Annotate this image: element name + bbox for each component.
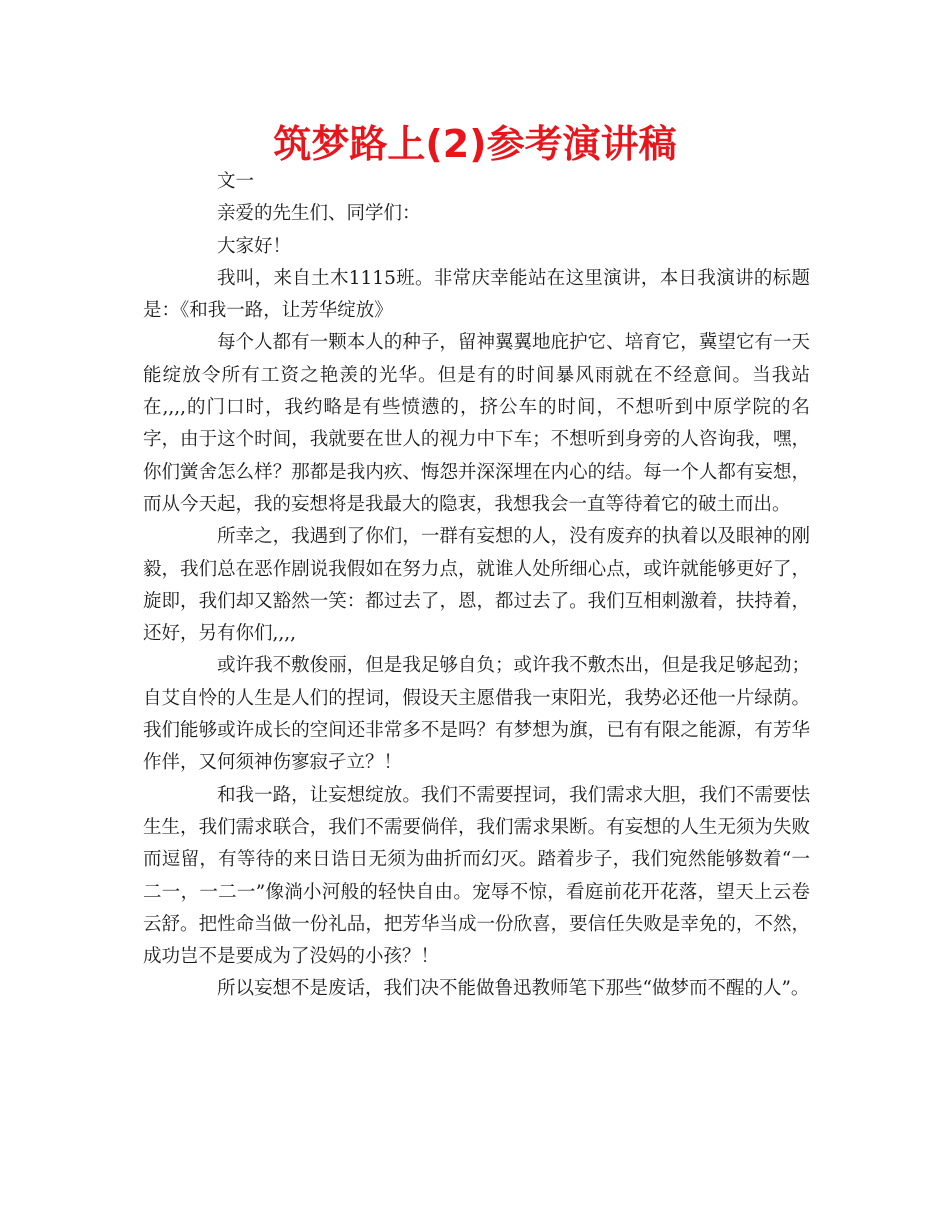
paragraph-body: 所幸之，我遇到了你们，一群有妄想的人，没有废弃的执着以及眼神的刚毅，我们总在恶作剧说我假如在努力点，就谁人处所细心点，或许就能够更好了，旋即，我们却又豁然一笑：都过去了，恩，都过去了。我们互相刺激着，扶持着，还好，另有你们,,,, (143, 526, 810, 645)
paragraph-body: 每个人都有一颗本人的种子，留神翼翼地庇护它、培育它，冀望它有一天能绽放令所有工资之艳羡的光华。但是有的时间暴风雨就在不经意间。当我站在,,,,的门口时，我约略是有些愤懑的，挤公车的时间，不想听到中原学院的名字，由于这个时间，我就要在世人的视力中下车；不想听到身旁的人咨询我，嘿，你们黉舍怎么样？那都是我内疚、悔怨并深深埋在内心的结。每一个人都有妄想，而从今天起，我的妄想将是我最大的隐衷，我想我会一直等待着它的破土而出。 (143, 332, 810, 515)
paragraph-section-label: 文一 (217, 171, 255, 192)
paragraph-greeting: 大家好！ (217, 235, 292, 257)
paragraph-body: 和我一路，让妄想绽放。我们不需要捏词，我们需求大胆，我们不需要怯生生，我们需求联合，我们不需要倘佯，我们需求果断。有妄想的人生无须为失败而逗留，有等待的来日诰日无须为曲折而幻灭。踏着步子，我们宛然能够数着“一二一，一二一”像淌小河般的轻快自由。宠辱不惊，看庭前花开花落，望天上云卷云舒。把性命当做一份礼品，把芳华当成一份欣喜，要信任失败是幸免的，不然，成功岂不是要成为了没妈的小孩？！ (143, 784, 810, 968)
document-body (143, 166, 810, 1006)
paragraph-salutation: 亲爱的先生们、同学们： (217, 203, 421, 225)
paragraph-body: 或许我不敷俊丽，但是我足够自负；或许我不敷杰出，但是我足够起劲；自艾自怜的人生是人们的捏词，假设天主愿借我一束阳光，我势必还他一片绿荫。我们能够或许成长的空间还非常多不是吗？有梦想为旗，已有有限之能源，有芳华作伴，又何须神伤寥寂孑立？！ (143, 655, 810, 774)
paragraph-body: 所以妄想不是废话，我们决不能做鲁迅教师笔下那些“做梦而不醒的人”。 (217, 978, 810, 1000)
paragraph-introduction: 我叫，来自土木1115班。非常庆幸能站在这里演讲，本日我演讲的标题是：《和我一路，让芳华绽放》 (143, 267, 810, 322)
page-title: 筑梦路上(2)参考演讲稿 (273, 122, 677, 166)
